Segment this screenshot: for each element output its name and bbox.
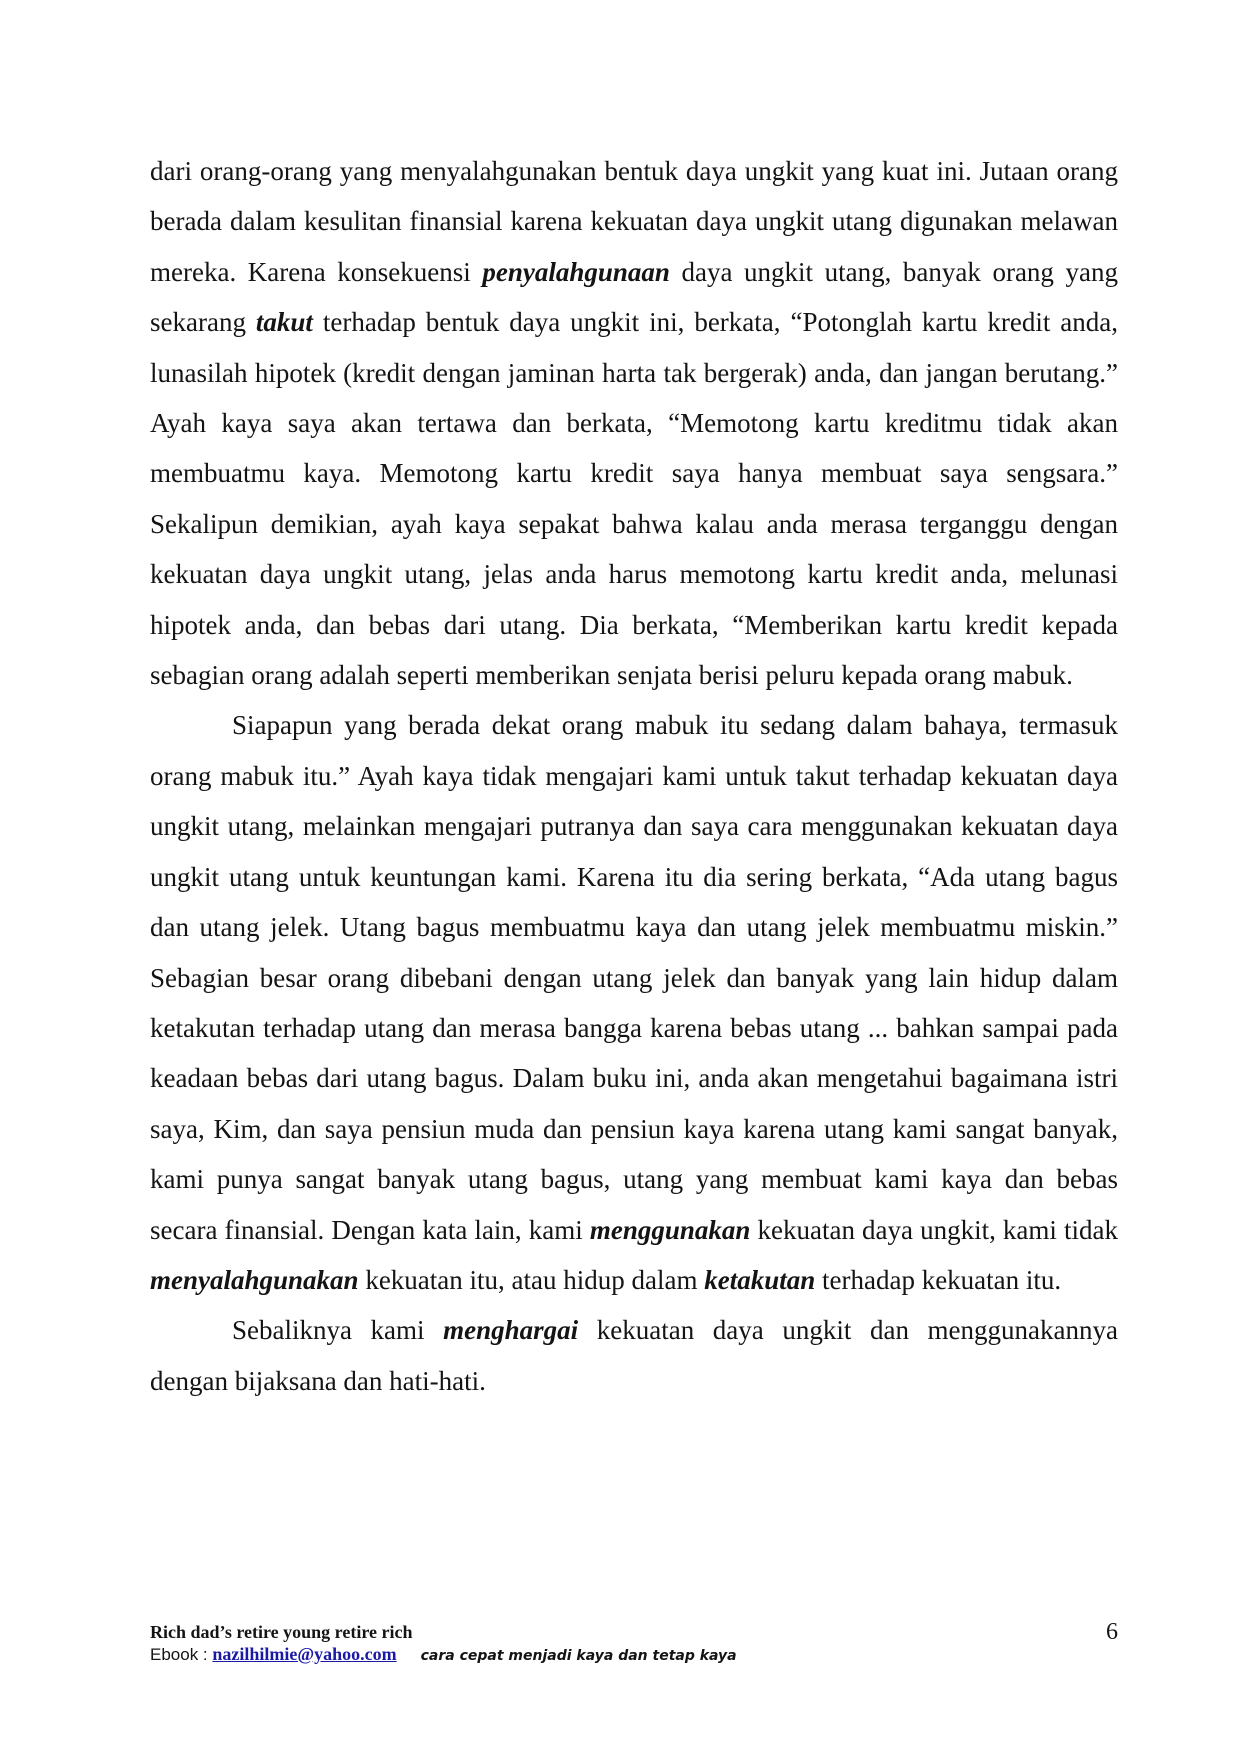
footer-ebook-line [150, 1643, 737, 1667]
emphasized-text: takut [255, 307, 313, 338]
emphasized-text: menghargai [443, 1315, 579, 1346]
text-segment: kekuatan daya ungkit, kami tidak [750, 1214, 1118, 1245]
paragraph [150, 1305, 1118, 1406]
text-segment: dari orang-orang yang menyalahgunakan bentuk daya ungkit yang kuat ini. Jutaan orang berada dalam kesulitan finansial karena kekuatan daya ungkit utang digunakan melawan mereka. Karena konsekuensi [150, 156, 1118, 287]
text-segment: Siapapun yang berada dekat orang mabuk itu sedang dalam bahaya, termasuk orang mabuk itu.” Ayah kaya tidak mengajari kami untuk takut terhadap kekuatan daya ungkit utang, melainkan mengajari putranya dan saya cara menggunakan kekuatan daya ungkit utang untuk keuntungan kami. Karena itu dia sering berkata, “Ada utang bagus dan utang jelek. Utang bagus membuatmu kaya dan utang jelek membuatmu miskin.” Sebagian besar orang dibebani dengan utang jelek dan banyak yang lain hidup dalam ketakutan terhadap utang dan merasa bangga karena bebas utang ... bahkan sampai pada keadaan bebas dari utang bagus. Dalam buku ini, anda akan mengetahui bagaimana istri saya, Kim, dan saya pensiun muda dan pensiun kaya karena utang kami sangat banyak, kami punya sangat banyak utang bagus, utang yang membuat kami kaya dan bebas secara finansial. Dengan kata lain, kami [150, 710, 1118, 1245]
page-number: 6 [1106, 1619, 1118, 1645]
emphasized-text: menyalahgunakan [150, 1264, 359, 1295]
paragraph [150, 700, 1118, 1305]
footer-tagline: cara cepat menjadi kaya dan tetap kaya [420, 1648, 737, 1664]
text-segment: daya ungkit utang, banyak orang yang sekarang [150, 256, 1118, 338]
text-segment: Sebaliknya kami [232, 1315, 444, 1346]
text-segment: kekuatan daya ungkit dan menggunakannya dengan bijaksana dan hati-hati. [150, 1315, 1118, 1396]
emphasized-text: penyalahgunaan [482, 256, 670, 287]
footer-book-title: Rich dad’s retire young retire rich [150, 1622, 413, 1642]
paragraph [150, 146, 1118, 700]
body-text [150, 146, 1118, 1406]
ebook-email-link[interactable]: nazilhilmie@yahoo.com [212, 1644, 397, 1664]
text-segment: terhadap bentuk daya ungkit ini, berkata, “Potonglah kartu kredit anda, lunasilah hipotek (kredit dengan jaminan harta tak bergerak) anda, dan jangan berutang.” Ayah kaya saya akan tertawa dan berkata, “Memotong kartu kreditmu tidak akan membuatmu kaya. Memotong kartu kredit saya hanya membuat saya sengsara.” Sekalipun demikian, ayah kaya sepakat bahwa kalau anda merasa terganggu dengan kekuatan daya ungkit utang, jelas anda harus memotong kartu kredit anda, melunasi hipotek anda, dan bebas dari utang. Dia berkata, “Memberikan kartu kredit kepada sebagian orang adalah seperti memberikan senjata berisi peluru kepada orang mabuk. [150, 307, 1118, 691]
text-segment: terhadap kekuatan itu. [815, 1264, 1062, 1295]
ebook-label: Ebook : [150, 1645, 213, 1664]
text-segment: kekuatan itu, atau hidup dalam [358, 1264, 705, 1295]
emphasized-text: menggunakan [589, 1214, 751, 1245]
emphasized-text: ketakutan [704, 1264, 816, 1295]
page-footer [150, 1621, 1118, 1681]
